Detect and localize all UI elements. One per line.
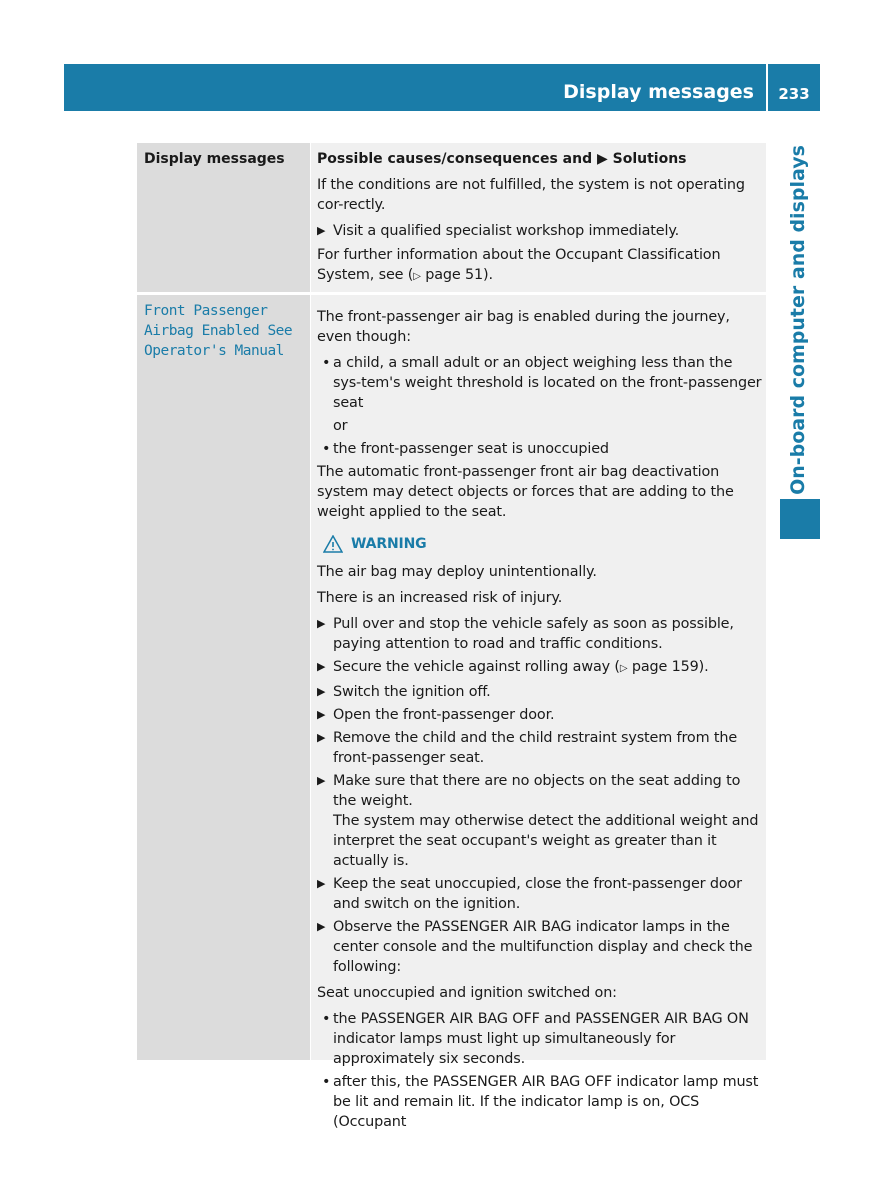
- list-item: [317, 1072, 763, 1132]
- column-header-causes: Possible causes/consequences and ▶ Solutions: [317, 151, 687, 167]
- instruction-step: [317, 657, 763, 679]
- warning-heading: [323, 534, 763, 554]
- page-reference-link[interactable]: page 51: [425, 267, 484, 283]
- step-text: Visit a qualified specialist workshop immediately.: [333, 223, 680, 239]
- step-text: Keep the seat unoccupied, close the front-passenger door and switch on the ignition.: [333, 876, 742, 912]
- instruction-step: [317, 614, 763, 654]
- triangle-right-icon: ▶: [317, 617, 326, 630]
- step-text: Switch the ignition off.: [333, 684, 491, 700]
- warning-label: WARNING: [351, 536, 427, 552]
- warning-triangle-icon: [323, 535, 343, 553]
- list-item: [317, 353, 763, 413]
- bullet-dot: •: [322, 355, 331, 371]
- list-item-text: the front-passenger seat is unoccupied: [333, 441, 609, 457]
- instruction-step: [317, 728, 763, 768]
- step-note: The system may otherwise detect the additional weight and interpret the seat occupant's weight as greater than it actually is.: [333, 813, 759, 869]
- message-line: Operator's Manual: [144, 343, 284, 359]
- table-header-row: [137, 143, 766, 175]
- section-tab-marker: [780, 499, 820, 539]
- list-item-text: a child, a small adult or an object weighing less than the sys-tem's weight threshold is located on the front-passenger seat: [333, 355, 762, 411]
- paragraph: Seat unoccupied and ignition switched on:: [317, 985, 617, 1001]
- paragraph: The automatic front-passenger front air bag deactivation system may detect objects or forces that are adding to the weight applied to the seat.: [317, 464, 734, 520]
- triangle-right-icon: ▶: [317, 708, 326, 721]
- step-text: Open the front-passenger door.: [333, 707, 555, 723]
- list-item-text: after this, the PASSENGER AIR BAG OFF indicator lamp must be lit and remain lit. If the indicator lamp is on, OCS (Occupant: [333, 1074, 759, 1130]
- paragraph: If the conditions are not fulfilled, the system is not operating cor-rectly.: [317, 177, 745, 213]
- paragraph: The air bag may deploy unintentionally.: [317, 564, 597, 580]
- text: ).: [698, 659, 709, 675]
- message-line: Airbag Enabled See: [144, 323, 293, 339]
- table-content: [317, 175, 763, 1135]
- step-text: Make sure that there are no objects on the seat adding to the weight.: [333, 773, 741, 809]
- triangle-right-icon: ▶: [317, 731, 326, 744]
- triangle-right-icon: ▶: [317, 685, 326, 698]
- page-title: Display messages: [563, 81, 754, 103]
- instruction-step: [317, 705, 763, 725]
- paragraph: [317, 245, 763, 287]
- side-section-label-wrap: [776, 145, 820, 495]
- list-item: [317, 439, 763, 459]
- bullet-dot: •: [322, 1011, 331, 1027]
- list-item-text: the PASSENGER AIR BAG OFF and PASSENGER AIR BAG ON indicator lamps must light up simultaneously for approximately six seconds.: [333, 1011, 749, 1067]
- instruction-step: [317, 917, 763, 977]
- page-number-box: [768, 64, 820, 111]
- table-left-column: [137, 143, 310, 1060]
- instruction-step: [317, 771, 763, 871]
- page-reference-link[interactable]: page 159: [631, 659, 699, 675]
- page-number: 233: [778, 85, 810, 103]
- step-text: Pull over and stop the vehicle safely as soon as possible, paying attention to road and traffic conditions.: [333, 616, 734, 652]
- instruction-step: [317, 874, 763, 914]
- bullet-dot: •: [322, 441, 331, 457]
- or-text: or: [333, 418, 348, 434]
- triangle-right-icon: ▶: [317, 660, 326, 673]
- triangle-right-icon: ▶: [317, 774, 326, 787]
- paragraph: There is an increased risk of injury.: [317, 590, 563, 606]
- display-message-text: [144, 301, 309, 361]
- triangle-outline-icon: ▷: [619, 663, 628, 674]
- paragraph: The front-passenger air bag is enabled during the journey, even though:: [317, 309, 730, 345]
- bullet-dot: •: [322, 1074, 331, 1090]
- text: ).: [483, 267, 493, 283]
- step-text: Remove the child and the child restraint system from the front-passenger seat.: [333, 730, 738, 766]
- triangle-right-icon: ▶: [317, 877, 326, 890]
- step-text: [333, 659, 709, 675]
- column-header-messages: Display messages: [144, 151, 285, 167]
- triangle-right-icon: ▶: [317, 224, 326, 237]
- text: For further information about the Occupant Classification System, see (: [317, 247, 721, 283]
- side-section-label: On-board computer and displays: [787, 145, 809, 495]
- message-line: Front Passenger: [144, 303, 268, 319]
- list-item: [317, 1009, 763, 1069]
- header-bar: [64, 64, 766, 111]
- triangle-right-icon: ▶: [317, 920, 326, 933]
- instruction-step: [317, 682, 763, 702]
- step-text: Observe the PASSENGER AIR BAG indicator lamps in the center console and the multifunction display and check the following:: [333, 919, 753, 975]
- text: Secure the vehicle against rolling away (: [333, 659, 620, 675]
- display-messages-table: [137, 143, 766, 1130]
- instruction-step: [317, 221, 763, 241]
- triangle-outline-icon: ▷: [413, 271, 421, 282]
